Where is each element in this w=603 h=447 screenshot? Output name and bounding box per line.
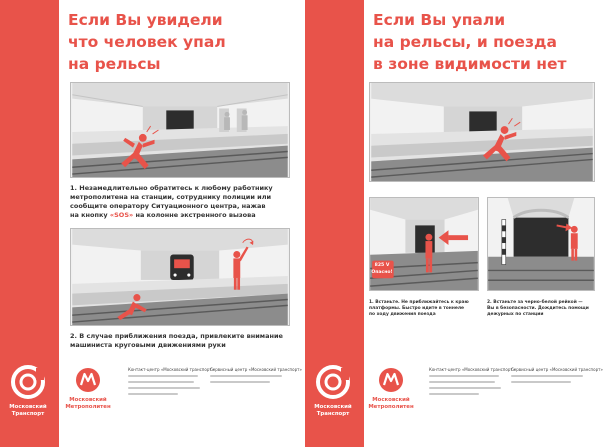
illegible-contact-text <box>128 387 200 389</box>
danger-label: Опасно! <box>371 270 393 275</box>
illegible-service-text <box>210 381 270 383</box>
step-2-text <box>70 332 290 350</box>
step-text-line: на кнопку <box>70 211 110 219</box>
illustration-person-fallen <box>369 82 595 182</box>
illegible-service-text <box>511 381 571 383</box>
mosgortrans-name: Московский Транспорт <box>9 404 47 417</box>
step-text-line: машиниста круговыми движениями руки <box>70 341 226 349</box>
illustration-person-fallen <box>70 82 290 178</box>
illegible-contact-text <box>429 393 479 395</box>
title-line: на рельсы, и поезда <box>373 33 557 51</box>
step-text-line: метрополитена на станции, сотруднику полиции или <box>70 193 272 201</box>
illegible-contact-text <box>429 375 499 377</box>
poster-title <box>68 9 290 75</box>
step-2-text <box>487 300 595 318</box>
step-1-text <box>70 184 290 220</box>
step-text-line: на колонне экстренного вызова <box>133 211 256 219</box>
title-line: Если Вы увидели <box>68 11 223 29</box>
contact-center-title: Контакт-центр «Московский транспорт» <box>429 367 516 372</box>
step-text-line: дежурных по станции <box>487 312 544 317</box>
illustration-safe-spot <box>487 197 595 291</box>
step-text-line: 2. Встаньте за черно-белой рейкой — <box>487 300 583 305</box>
step-text-line: 1. Незамедлительно обратитесь к любому работнику <box>70 184 273 192</box>
title-line: в зоне видимости нет <box>373 55 567 73</box>
illegible-contact-text <box>128 381 194 383</box>
metro-name: Московский Метрополитен <box>65 397 111 410</box>
mosgortrans-name: Московский Транспорт <box>314 404 352 417</box>
step-text-line: платформы. Быстро идите в тоннеле <box>369 306 465 311</box>
illegible-contact-text <box>128 393 178 395</box>
poster-footer <box>0 352 302 447</box>
metro-m-logo-icon <box>378 367 404 393</box>
step-text-line: 1. Встаньте. Не приближайтесь к краю <box>369 300 469 305</box>
poster-footer <box>305 352 603 447</box>
service-center-title: Сервисный центр «Московский транспорт» <box>511 367 603 372</box>
poster-title <box>373 9 595 75</box>
black-white-pole-icon <box>502 220 506 265</box>
title-line: на рельсы <box>68 55 161 73</box>
mosgortrans-logo-icon <box>315 364 351 400</box>
illegible-contact-text <box>429 387 501 389</box>
step-text-line: по ходу движения поезда <box>369 312 436 317</box>
step-text-line: 2. В случае приближения поезда, привлеките внимание <box>70 332 283 340</box>
step-text-line: Вы в безопасности. Дождитесь помощи <box>487 306 589 311</box>
train-icon <box>170 254 194 279</box>
illustration-stand-up <box>369 197 479 291</box>
warning-badge-text <box>371 262 393 276</box>
sos-button-label: «SOS» <box>109 211 134 219</box>
mosgortrans-logo-icon <box>10 364 46 400</box>
service-center-title: Сервисный центр «Московский транспорт» <box>210 367 302 372</box>
poster-right <box>305 0 603 447</box>
illegible-contact-text <box>429 381 495 383</box>
title-line: Если Вы упали <box>373 11 506 29</box>
illegible-contact-text <box>128 375 198 377</box>
illegible-service-text <box>511 375 583 377</box>
voltage-value: 825 V <box>374 263 390 268</box>
metro-m-logo-icon <box>75 367 101 393</box>
step-text-line: сообщите оператору Ситуационного центра, нажав <box>70 202 266 210</box>
metro-name: Московский Метрополитен <box>368 397 414 410</box>
contact-center-title: Контакт-центр «Московский транспорт» <box>128 367 215 372</box>
illegible-service-text <box>210 375 282 377</box>
title-line: что человек упал <box>68 33 226 51</box>
illustration-train-approaching <box>70 228 290 326</box>
step-1-text <box>369 300 481 318</box>
